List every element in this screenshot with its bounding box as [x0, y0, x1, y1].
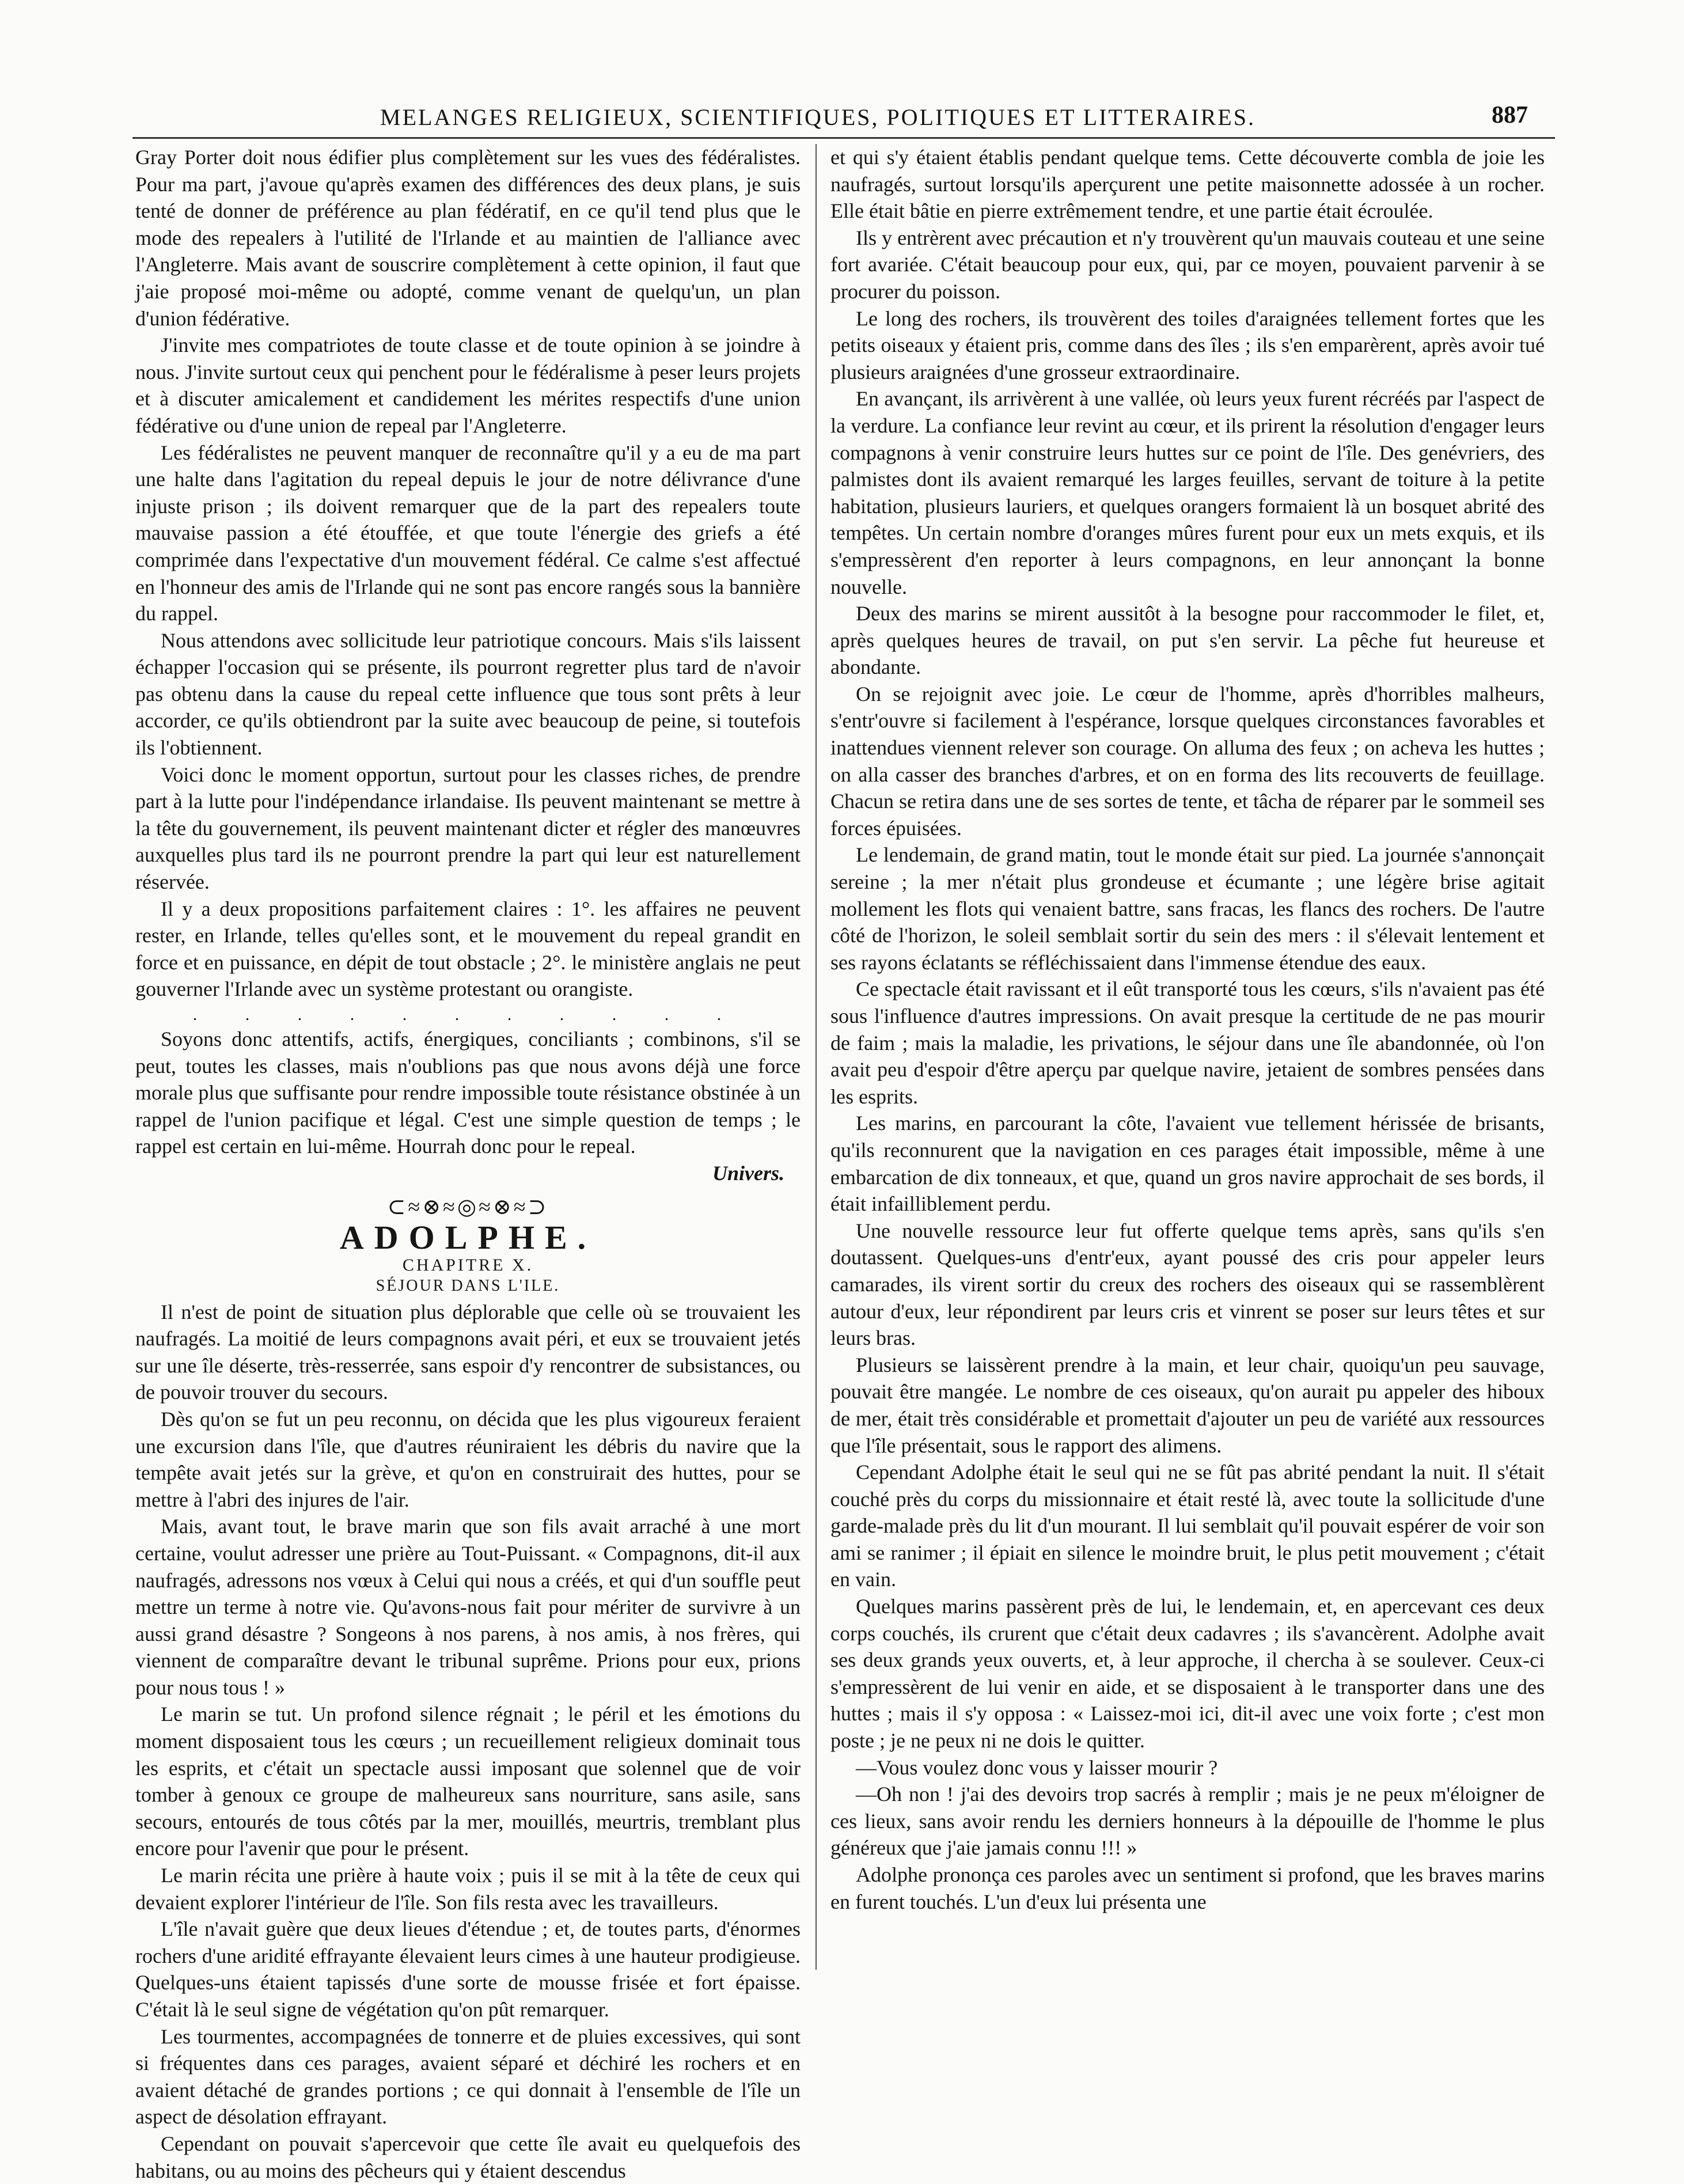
left-column — [135, 144, 801, 2182]
closing-paragraph: Soyons donc attentifs, actifs, énergiques, conciliants ; combinons, s'il se peut, toutes les classes, mais n'oublions pas que nous avons déjà une force morale plus que suffisante pour rendre impossible toute résistance obstinée à un rappel de l'union pacifique et légal. C'est une simple question de temps ; le rappel est certain en lui-même. Hourrah donc pour le repeal. — [135, 1027, 801, 1158]
story-paragraph: Plusieurs se laissèrent prendre à la main, et leur chair, quoiqu'un peu sauvage, pouvait être mangée. Le nombre de ces oiseaux, qu'on aurait pu appeler des hiboux de mer, était très considérable et promettait d'ajouter un peu de variété aux ressources que l'île présentait, sous le rapport des alimens. — [830, 1353, 1545, 1457]
story-paragraph: Ils y entrèrent avec précaution et n'y trouvèrent qu'un mauvais couteau et une seine fort avariée. C'était beaucoup pour eux, qui, par ce moyen, pouvaient parvenir à se procurer du poisson. — [830, 226, 1545, 303]
article-paragraph: Les fédéralistes ne peuvent manquer de reconnaître qu'il y a eu de ma part une halte dans l'agitation du repeal depuis le jour de notre délivrance d'une injuste prison ; ils doivent remarquer que de la part des repealers toute mauvaise passion a été étouffée, et que toute l'énergie des griefs a été comprimée dans l'expectative d'un mouvement fédéral. Ce calme s'est affectué en l'honneur des amis de l'Irlande qui ne sont pas encore rangés sous la bannière du rappel. — [135, 441, 801, 625]
article-paragraph: Voici donc le moment opportun, surtout pour les classes riches, de prendre part à la lutte pour l'indépendance irlandaise. Ils peuvent maintenant se mettre à la tête du gouvernement, ils peuvent maintenant dicter et régler des manœuvres auxquelles plus tard ils ne pourront prendre la part qui leur est naturellement réservée. — [135, 763, 801, 894]
story-paragraph: Ce spectacle était ravissant et il eût transporté tous les cœurs, s'ils n'avaient pas été sous l'influence d'autres impressions. On avait presque la certitude de ne pas mourir de faim ; mais la maladie, les privations, le séjour dans une île abandonnée, où l'on avait peu d'espoir d'être aperçu par quelque navire, jetaient de sombres pensées dans les esprits. — [830, 977, 1545, 1108]
story-paragraph: Deux des marins se mirent aussitôt à la besogne pour raccommoder le filet, et, après quelques heures de travail, on put s'en servir. La pêche fut heureuse et abondante. — [830, 602, 1545, 679]
header-rule — [132, 137, 1555, 139]
article-paragraph: Nous attendons avec sollicitude leur patriotique concours. Mais s'ils laissent échapper l'occasion qui se présente, ils pourront regretter plus tard de n'avoir pas obtenu dans la cause du repeal cette influence que tous sont prêts à leur accorder, ce qu'ils obtiendront par la suite avec beaucoup de peine, si toutefois ils l'obtiennent. — [135, 628, 801, 760]
story-paragraph: Le long des rochers, ils trouvèrent des toiles d'araignées tellement fortes que les petits oiseaux y étaient pris, comme dans des îles ; ils s'en emparèrent, après avoir tué plusieurs araignées d'une grosseur extraordinaire. — [830, 306, 1545, 384]
column-divider — [816, 144, 817, 1970]
story-paragraph: Cependant on pouvait s'apercevoir que cette île avait eu quelquefois des habitans, ou au moins des pêcheurs qui y étaient descendus — [135, 2132, 801, 2182]
dialogue-line: —Vous voulez donc vous y laisser mourir ? — [856, 1755, 1218, 1779]
story-paragraph: En avançant, ils arrivèrent à une vallée, où leurs yeux furent récréés par l'aspect de la verdure. La confiance leur revint au cœur, et ils prirent la résolution d'engager leurs compagnons à venir construire leurs huttes sur ce point de l'île. Des genévriers, des palmistes dont ils avaient remarqué les larges feuilles, servant de toiture à la petite habitation, plusieurs lauriers, et quelques orangers formaient là un bosquet abrité des tempêtes. Un certain nombre d'oranges mûres furent pour eux un mets exquis, et ils s'empressèrent d'en reporter à leurs compagnons, en leur annonçant la bonne nouvelle. — [830, 387, 1545, 598]
story-paragraph: Mais, avant tout, le brave marin que son fils avait arraché à une mort certaine, voulut adresser une prière au Tout-Puissant. « Compagnons, dit-il aux naufragés, adressons nos vœux à Celui qui nous a créés, et qui d'un souffle peut mettre un terme à notre vie. Qu'avons-nous fait pour mériter de survivre à un aussi grand désastre ? Songeons à nos parens, à nos amis, à nos frères, qui viennent de comparaître devant le tribunal suprême. Prions pour eux, prions pour nous tous ! » — [135, 1515, 801, 1699]
story-paragraph: L'île n'avait guère que deux lieues d'étendue ; et, de toutes parts, d'énormes rochers d'une aridité effrayante élevaient leurs cimes à une hauteur prodigieuse. Quelques-uns étaient tapissés d'une sorte de mousse frisée et fort épaisse. C'était là le seul signe de végétation qu'on pût remarquer. — [135, 1917, 801, 2021]
chapter-label: CHAPITRE X. — [402, 1255, 534, 1275]
story-paragraph: Les tourmentes, accompagnées de tonnerre et de pluies excessives, qui sont si fréquentes dans ces parages, avaient séparé et déchiré les rochers et en avaient détaché de grandes portions ; ce qui donnait à l'ensemble de l'île un aspect de désolation effrayant. — [135, 2024, 801, 2129]
article-paragraph: J'invite mes compatriotes de toute classe et de toute opinion à se joindre à nous. J'invite surtout ceux qui penchent pour le fédéralisme à peser leurs projets et à discuter amicalement et candidement les mérites respectifs d'une union fédérative ou d'une union de repeal par l'Angleterre. — [135, 333, 801, 437]
ellipsis-dots: . . . . . . . . . . . — [192, 1005, 744, 1024]
story-paragraph: Le marin se tut. Un profond silence régnait ; le péril et les émotions du moment disposaient tous les cœurs ; un recueillement religieux dominait tous les esprits, et c'était un spectacle aussi imposant que solennel que de voir tomber à genoux ce groupe de malheureux sans nourriture, sans asile, sans secours, entourés de tous côtés par la mer, mouillés, meurtris, tremblant plus encore pour l'avenir que pour le présent. — [135, 1703, 801, 1860]
story-paragraph: Le marin récita une prière à haute voix ; puis il se mit à la tête de ceux qui devaient explorer l'intérieur de l'île. Son fils resta avec les travailleurs. — [135, 1864, 801, 1914]
story-paragraph: Adolphe prononça ces paroles avec un sentiment si profond, que les braves marins en furent touchés. L'un d'eux lui présenta une — [830, 1863, 1545, 1913]
story-paragraph: Il n'est de point de situation plus déplorable que celle où se trouvaient les naufragés. La moitié de leurs compagnons avait péri, et eux se trouvaient jetés sur une île déserte, très-resserrée, sans espoir d'y rencontrer de subsistances, ou de pouvoir trouver du secours. — [135, 1300, 801, 1404]
story-paragraph: Le lendemain, de grand matin, tout le monde était sur pied. La journée s'annonçait sereine ; la mer n'était plus grondeuse et écumante ; une légère brise agitait mollement les flots qui venaient battre, sans fracas, les flancs des rochers. De l'autre côté de l'horizon, le soleil semblait sortir du sein des mers : il s'élevait lentement et ses rayons éclatants se réfléchissaient dans l'immense étendue des eaux. — [830, 843, 1545, 974]
article-signature: Univers. — [712, 1161, 784, 1185]
story-paragraph: Dès qu'on se fut un peu reconnu, on décida que les plus vigoureux feraient une excursion dans l'île, que d'autres réuniraient les débris du navire que la tempête avait jetés sur la grève, et qu'on en construirait des huttes, pour se mettre à l'abri des injures de l'air. — [135, 1407, 801, 1511]
story-paragraph: Les marins, en parcourant la côte, l'avaient vue tellement hérissée de brisants, qu'ils reconnurent que la navigation en ces parages était impossible, même à une embarcation de dix tonneaux, et que, quand un gros navire approchait de ses bords, il était infailliblement perdu. — [830, 1112, 1545, 1216]
dialogue-line: —Oh non ! j'ai des devoirs trop sacrés à remplir ; mais je ne peux m'éloigner de ces lieux, sans avoir rendu les derniers honneurs à la dépouille de l'homme le plus généreux que j'aie jamais connu !!! » — [830, 1783, 1545, 1860]
story-paragraph: Une nouvelle ressource leur fut offerte quelque tems après, sans qu'ils s'en doutassent. Quelques-uns d'entr'eux, ayant poussé des cris pour appeler leurs camarades, ils virent sortir du creux des rochers des oiseaux qui se rassemblèrent autour d'eux, leur répondirent par leurs cris et vinrent se poser sur leurs têtes et sur leurs bras. — [830, 1219, 1545, 1350]
article-paragraph: Gray Porter doit nous édifier plus complètement sur les vues des fédéralistes. Pour ma part, j'avoue qu'après examen des différences des deux plans, je suis tenté de donner de préférence au plan fédératif, en ce qu'il tend plus que le mode des repealers à l'utilité de l'Irlande et au maintien de l'alliance avec l'Angleterre. Mais avant de souscrire complètement à cette opinion, il faut que j'aie proposé moi-même ou adopté, comme venant de quelqu'un, un plan d'union fédérative. — [135, 146, 801, 330]
story-paragraph: et qui s'y étaient établis pendant quelque tems. Cette découverte combla de joie les naufragés, surtout lorsqu'ils aperçurent une petite maisonnette adossée à un rocher. Elle était bâtie en pierre extrêmement tendre, et une partie était écroulée. — [830, 146, 1545, 223]
story-paragraph: On se rejoignit avec joie. Le cœur de l'homme, après d'horribles malheurs, s'entr'ouvre si facilement à l'espérance, lorsque quelques circonstances favorables et inattendues viennent relever son courage. On alluma des feux ; on acheva les huttes ; on alla casser des branches d'arbres, et on en forma des lits recouverts de feuillage. Chacun se retira dans une de ses sortes de tente, et tâcha de réparer par le sommeil ses forces épuisées. — [830, 682, 1545, 840]
right-column — [830, 144, 1545, 1976]
article-paragraph: Il y a deux propositions parfaitement claires : 1°. les affaires ne peuvent rester, en Irlande, telles qu'elles sont, et le mouvement du repeal grandit en force et en puissance, en dépit de tout obstacle ; 2°. le ministère anglais ne peut gouverner l'Irlande avec un système protestant ou orangiste. — [135, 897, 801, 1001]
section-label: SÉJOUR DANS L'ILE. — [376, 1276, 560, 1295]
page-number: 887 — [1492, 102, 1528, 128]
story-title: ADOLPHE. — [339, 1218, 597, 1256]
running-head: MELANGES RELIGIEUX, SCIENTIFIQUES, POLITIQUES ET LITTERAIRES. — [380, 104, 1256, 130]
section-ornament: ⊂≈⊗≈◎≈⊗≈⊃ — [387, 1195, 549, 1219]
story-paragraph: Quelques marins passèrent près de lui, le lendemain, et, en apercevant ces deux corps couchés, ils crurent que c'était deux cadavres ; ils s'avancèrent. Adolphe avait ses deux grands yeux ouverts, et, à leur approche, il chercha à se soulever. Ceux-ci s'empressèrent de lui venir en aide, et se disposaient à le transporter dans une des huttes ; mais il s'y opposa : « Laissez-moi ici, dit-il avec une voix forte ; c'est mon poste ; je ne peux ni ne dois le quitter. — [830, 1595, 1545, 1753]
story-paragraph: Cependant Adolphe était le seul qui ne se fût pas abrité pendant la nuit. Il s'était couché près du corps du missionnaire et était resté là, avec toute la sollicitude d'une garde-malade près du lit d'un mourant. Il lui semblait qu'il pouvait espérer de voir son ami se ranimer ; il épiait en silence le moindre bruit, le plus petit mouvement ; c'était en vain. — [830, 1461, 1545, 1591]
